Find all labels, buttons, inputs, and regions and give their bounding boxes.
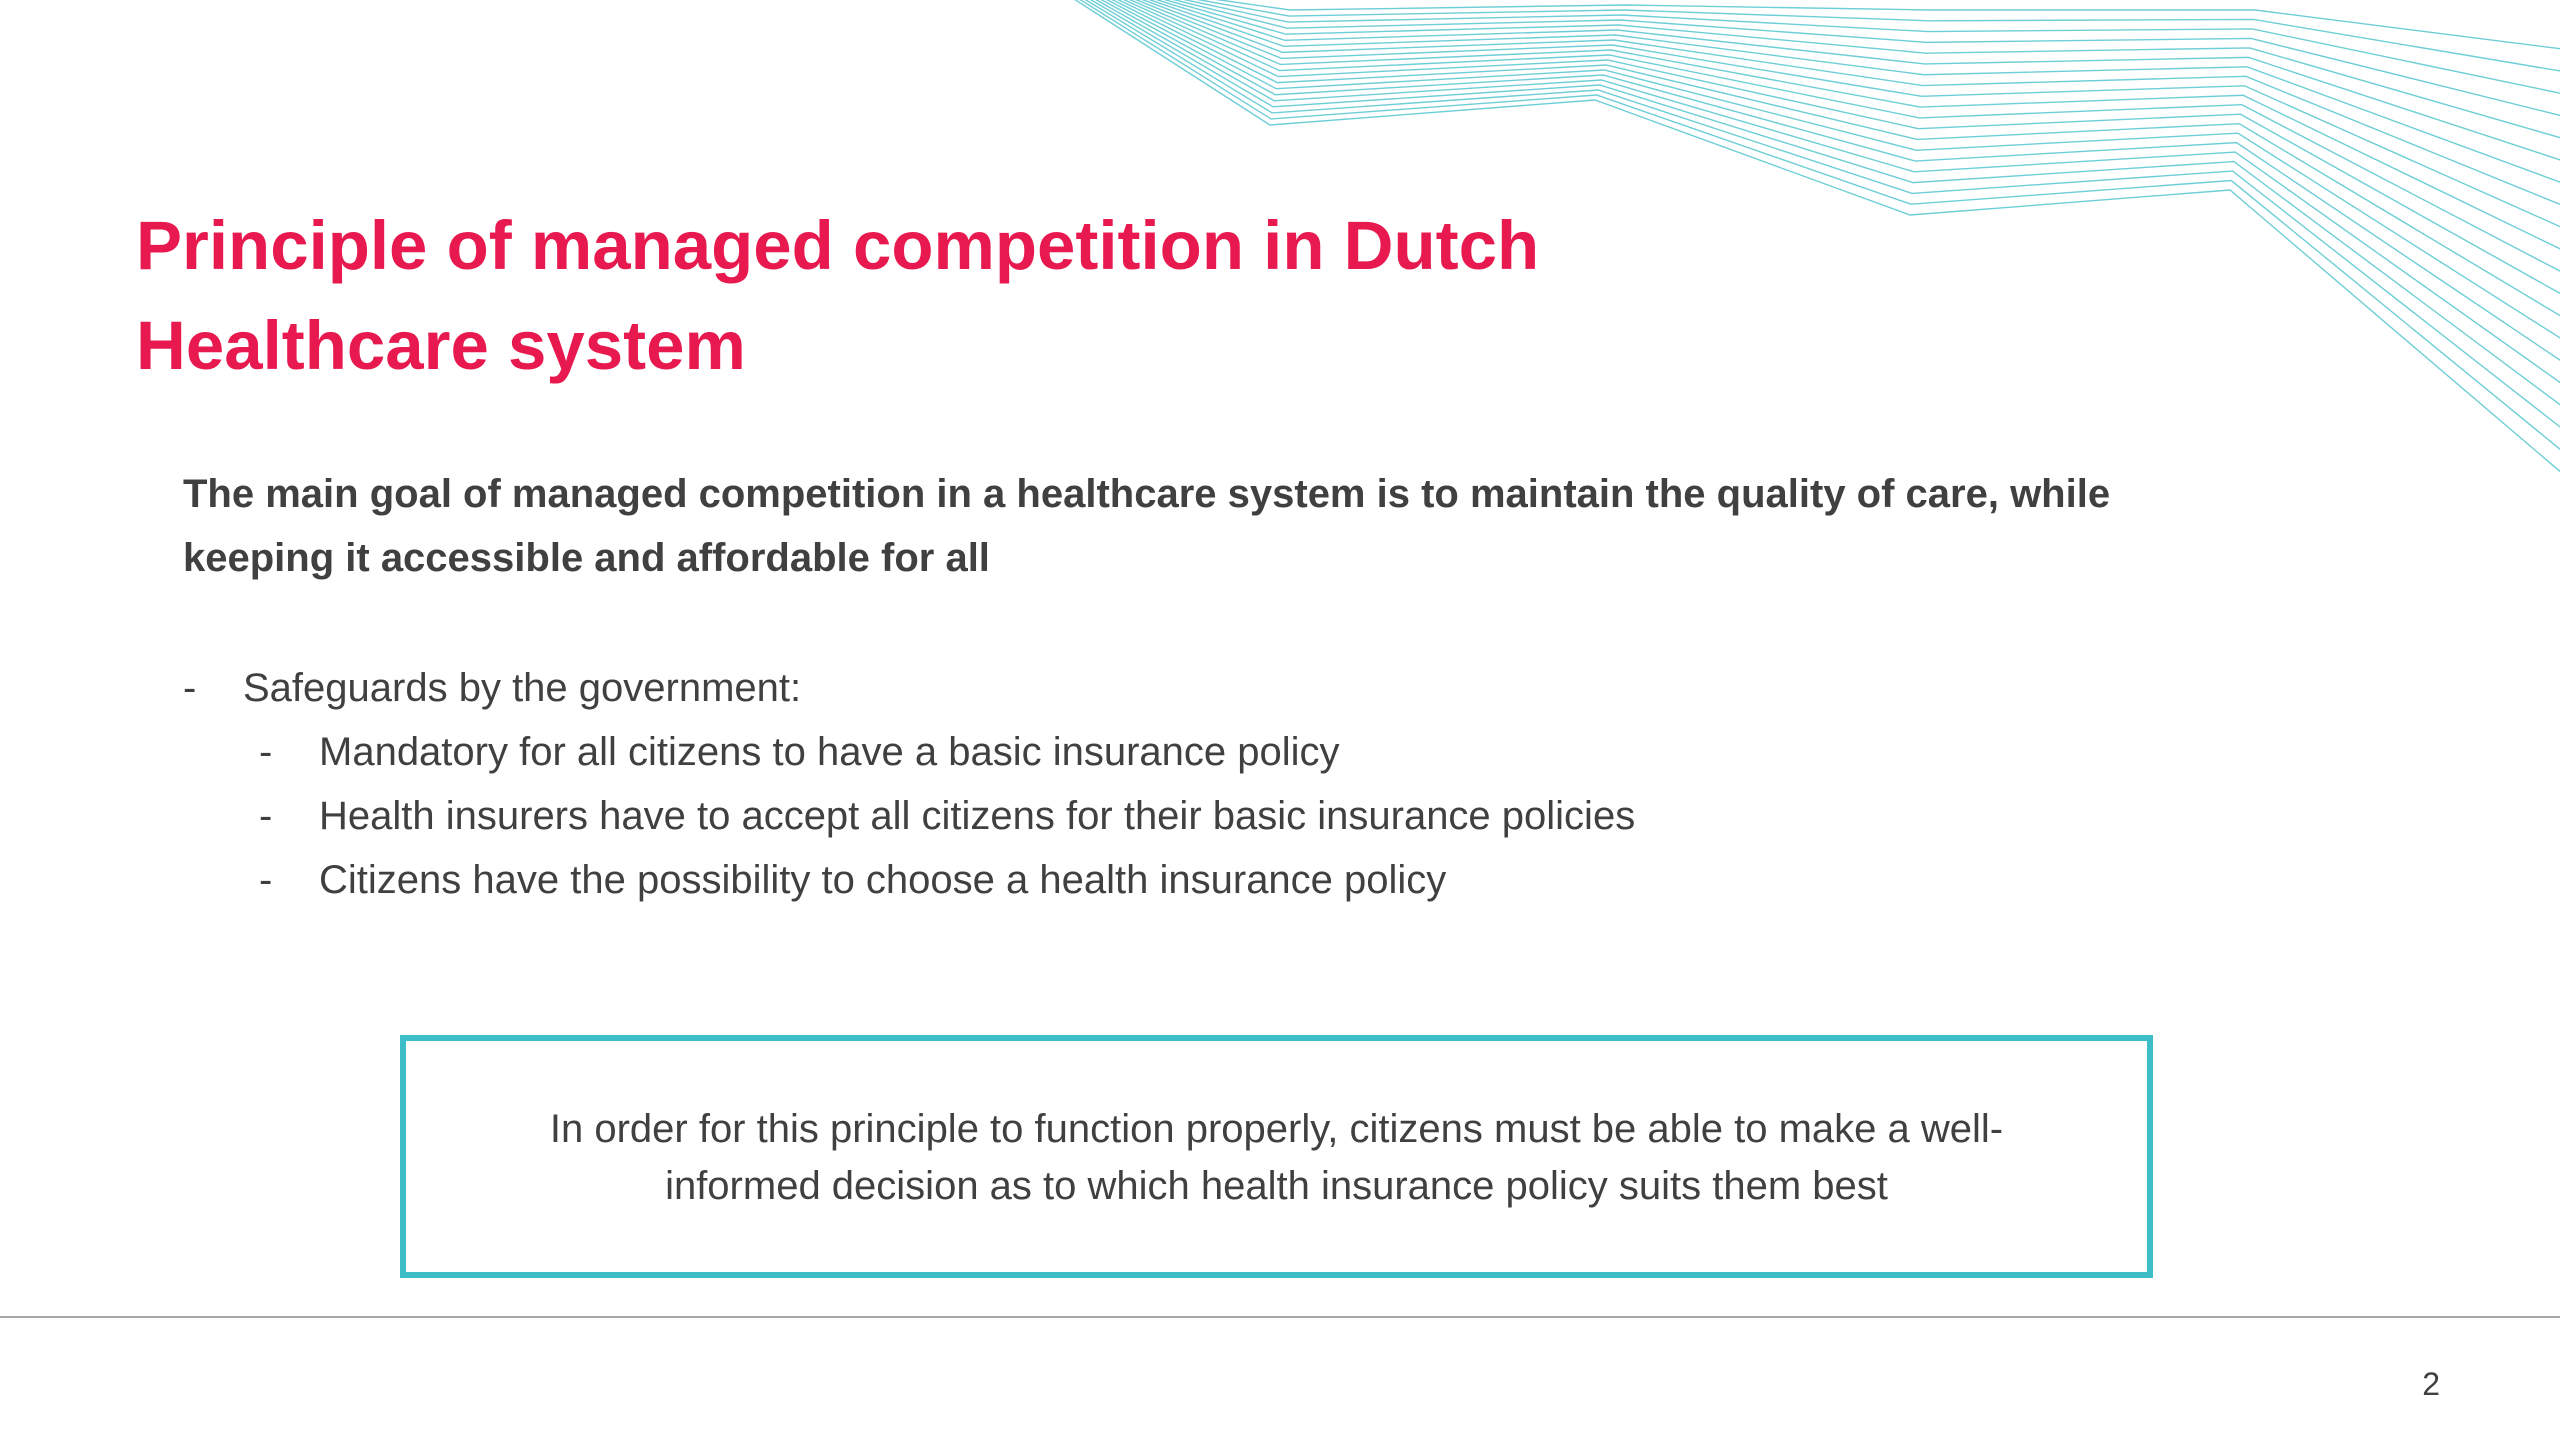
decorative-wave-line	[1141, 0, 2560, 95]
decorative-wave-line	[1150, 0, 2560, 50]
bullet-item-safeguards	[183, 656, 2183, 720]
title-line-1: Principle of managed competition in Dutch	[136, 207, 1540, 284]
bullet-item-accept-all	[183, 784, 2183, 848]
bullet-dash: -	[259, 858, 273, 902]
footer-divider	[0, 1316, 2560, 1318]
decorative-wave-line	[1136, 0, 2560, 118]
bullet-dash: -	[183, 666, 197, 710]
bullet-item-mandatory	[183, 720, 2183, 784]
lead-line-1: The main goal of managed competition in a healthcare system is to maintain the quality of care, while	[183, 472, 2111, 516]
lead-statement	[183, 462, 2283, 590]
title-line-2: Healthcare system	[136, 307, 746, 384]
page-title	[136, 196, 1836, 396]
bullet-text: Health insurers have to accept all citizens for their basic insurance policies	[319, 794, 1636, 838]
bullet-text: Safeguards by the government:	[243, 666, 802, 710]
bullet-text: Citizens have the possibility to choose a health insurance policy	[319, 858, 1447, 902]
decorative-wave-line	[1145, 0, 2560, 73]
callout-box	[400, 1035, 2153, 1278]
lead-line-2: keeping it accessible and affordable for all	[183, 536, 990, 580]
callout-text	[406, 1101, 2147, 1215]
page-number: 2	[2422, 1366, 2440, 1402]
bullet-list	[183, 656, 2183, 912]
decorative-wave-line	[1131, 0, 2560, 141]
callout-line-1: In order for this principle to function properly, citizens must be able to make a well-	[549, 1107, 2004, 1151]
bullet-dash: -	[259, 794, 273, 838]
decorative-wave-line	[1122, 0, 2560, 186]
decorative-wave-line	[1126, 0, 2560, 163]
callout-line-2: informed decision as to which health insurance policy suits them best	[665, 1164, 1888, 1208]
bullet-item-choose-policy	[183, 848, 2183, 912]
bullet-dash: -	[259, 730, 273, 774]
bullet-text: Mandatory for all citizens to have a basic insurance policy	[319, 730, 1340, 774]
decorative-wave-line	[1117, 0, 2560, 208]
